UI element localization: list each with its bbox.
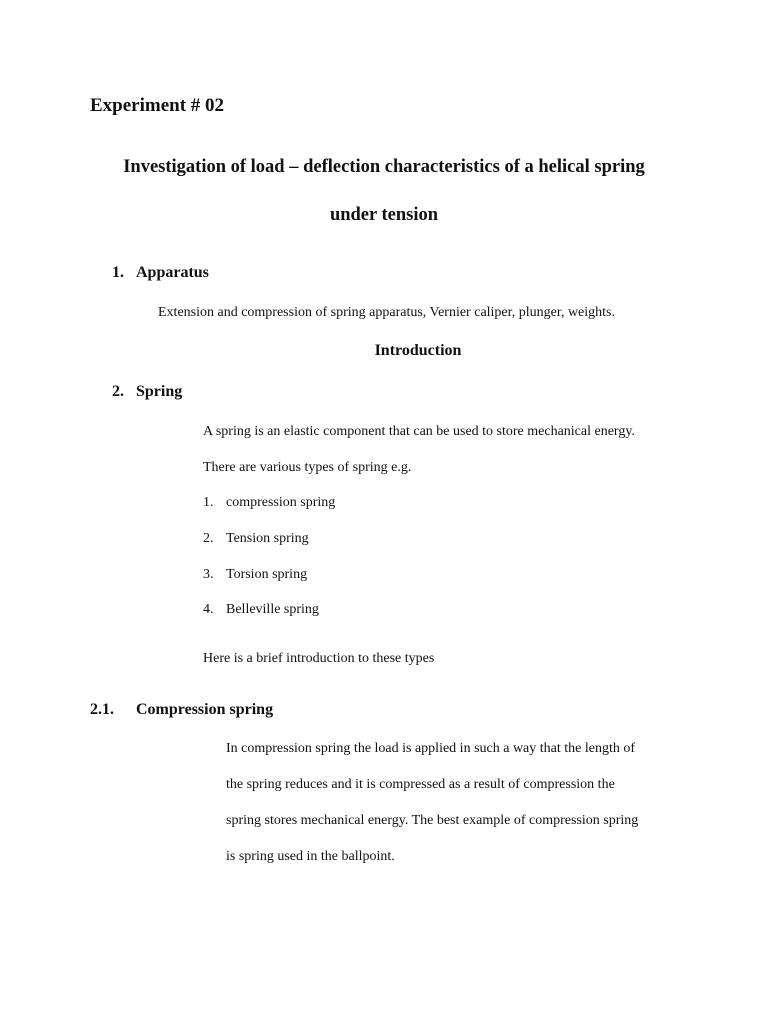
title-line-1: Investigation of load – deflection characteristics of a helical spring [123,157,645,177]
compression-line-2: the spring reduces and it is compressed as a result of compression the [226,777,615,792]
spring-paragraph-2: There are various types of spring e.g. [203,460,412,475]
spring-paragraph-1: A spring is an elastic component that can be used to store mechanical energy. [203,424,635,439]
experiment-heading: Experiment # 02 [90,95,225,116]
list-item-number: 4. [203,602,214,617]
list-item: Belleville spring [226,602,319,617]
spring-number: 2. [112,383,124,400]
title-line-2: under tension [329,205,439,225]
spring-heading: Spring [136,383,183,400]
introduction-heading: Introduction [374,342,462,359]
list-item: Torsion spring [226,567,308,582]
apparatus-text: Extension and compression of spring apparatus, Vernier caliper, plunger, weights. [158,305,616,320]
apparatus-number: 1. [112,264,124,281]
compression-line-4: is spring used in the ballpoint. [226,849,395,864]
spring-paragraph-3: Here is a brief introduction to these types [203,651,435,666]
compression-heading: Compression spring [136,701,274,718]
list-item: compression spring [226,495,336,510]
list-item-number: 3. [203,567,214,582]
compression-line-3: spring stores mechanical energy. The best example of compression spring [226,813,639,828]
compression-number: 2.1. [90,701,114,718]
list-item-number: 2. [203,531,214,546]
list-item: Tension spring [226,531,309,546]
list-item-number: 1. [203,495,214,510]
apparatus-heading: Apparatus [136,264,209,281]
compression-line-1: In compression spring the load is applied in such a way that the length of [226,741,636,756]
